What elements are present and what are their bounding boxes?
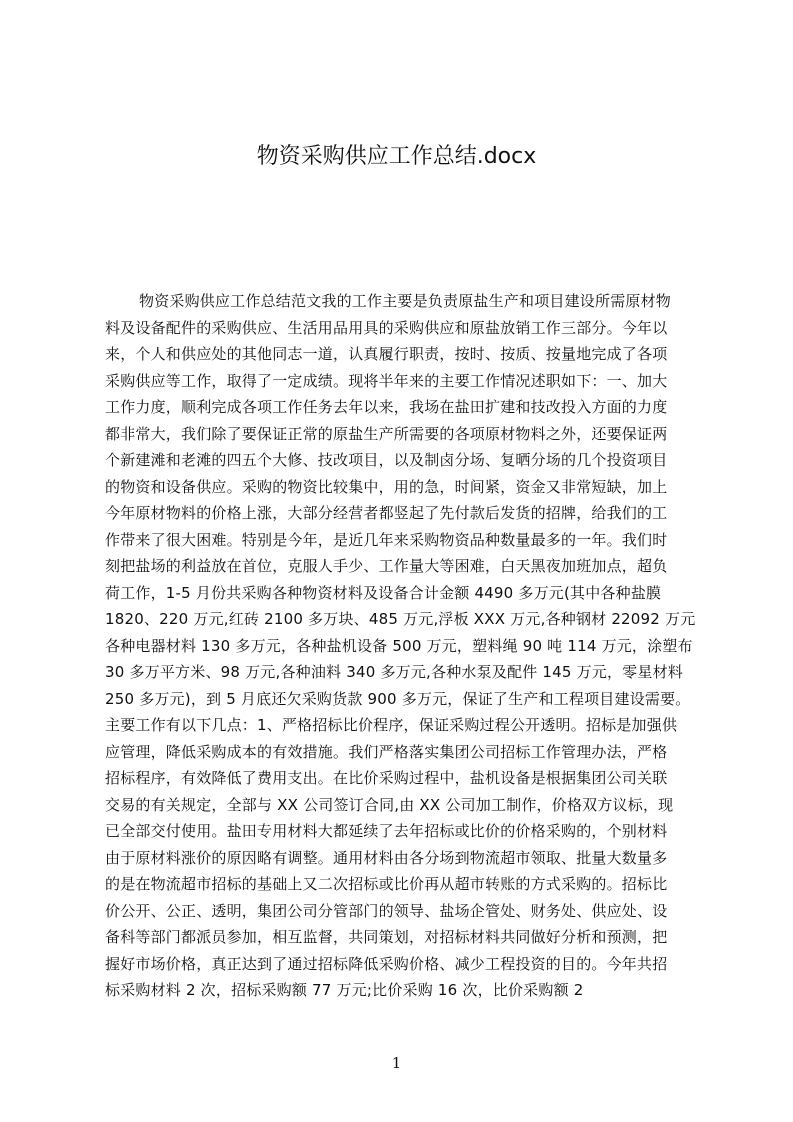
body-line: 都非常大，我们除了要保证正常的原盐生产所需要的各项原材物料之外，还要保证两 <box>105 424 668 443</box>
body-line: 握好市场价格，真正达到了通过招标降低采购价格、减少工程投资的目的。今年共招 <box>105 954 668 973</box>
body-line: 物资采购供应工作总结范文我的工作主要是负责原盐生产和项目建设所需原材物 <box>139 292 672 310</box>
body-line: 交易的有关规定，全部与 XX 公司签订合同,由 XX 公司加工制作，价格双方议标，现 <box>105 795 674 814</box>
body-line: 今年原材物料的价格上涨，大部分经营者都竖起了先付款后发货的招牌，给我们的工 <box>105 504 668 522</box>
body-line: 备科等部门都派员参加，相互监督，共同策划，对招标材料共同做好分析和预测，把 <box>105 928 668 946</box>
document-title: 物资采购供应工作总结.docx <box>256 144 537 169</box>
body-line: 250 多万元)，到 5 月底还欠采购货款 900 多万元，保证了生产和工程项目建设需要。 <box>105 689 691 708</box>
body-line: 荷工作，1-5 月份共采购各种物资材料及设备合计金额 4490 多万元(其中各种盐膜 <box>105 583 662 602</box>
body-line: 工作力度，顺利完成各项工作任务去年以来，我场在盐田扩建和技改投入方面的力度 <box>105 398 668 416</box>
body-line: 个新建滩和老滩的四五个大修、技改项目，以及制卤分场、复晒分场的几个投资项目 <box>105 451 668 469</box>
body-line: 采购供应等工作，取得了一定成绩。现将半年来的主要工作情况述职如下：一、加大 <box>105 371 668 390</box>
body-line: 各种电器材料 130 多万元，各种盐机设备 500 万元，塑料绳 90 吨 114 万元，涂塑布 <box>105 636 693 655</box>
body-line: 30 多万平方米、98 万元,各种油料 340 多万元,各种水泵及配件 145 万元，零星材料 <box>105 663 683 681</box>
body-line: 主要工作有以下几点：1、严格招标比价程序，保证采购过程公开透明。招标是加强供 <box>105 716 678 734</box>
body-line: 的是在物流超市招标的基础上又二次招标或比价再从超市转账的方式采购的。招标比 <box>105 875 668 893</box>
body-line: 来，个人和供应处的其他同志一道，认真履行职责，按时、按质、按量地完成了各项 <box>105 345 668 363</box>
document-body <box>105 288 697 1004</box>
body-line: 1820、220 万元,红砖 2100 多万块、485 万元,浮板 XXX 万元,各种钢材 22092 万元 <box>105 610 696 628</box>
body-line: 价公开、公正、透明，集团公司分管部门的领导、盐场企管处、财务处、供应处、设 <box>105 901 668 920</box>
body-line: 刻把盐场的利益放在首位，克服人手少、工作量大等困难，白天黑夜加班加点，超负 <box>105 557 668 575</box>
body-line: 已全部交付使用。盐田专用材料大都延续了去年招标或比价的价格采购的，个别材料 <box>105 822 668 840</box>
body-line: 标采购材料 2 次，招标采购额 77 万元;比价采购 16 次，比价采购额 2 <box>105 981 584 999</box>
body-line: 的物资和设备供应。采购的物资比较集中，用的急，时间紧，资金又非常短缺，加上 <box>105 477 668 496</box>
body-line: 料及设备配件的采购供应、生活用品用具的采购供应和原盐放销工作三部分。今年以 <box>105 318 668 337</box>
body-line: 由于原材料涨价的原因略有调整。通用材料由各分场到物流超市领取、批量大数量多 <box>105 848 668 867</box>
body-line: 招标程序，有效降低了费用支出。在比价采购过程中，盐机设备是根据集团公司关联 <box>105 769 668 787</box>
body-line: 作带来了很大困难。特别是今年，是近几年来采购物资品种数量最多的一年。我们时 <box>105 530 668 549</box>
page-number: 1 <box>391 1054 402 1072</box>
body-line: 应管理，降低采购成本的有效措施。我们严格落实集团公司招标工作管理办法，严格 <box>105 742 668 761</box>
